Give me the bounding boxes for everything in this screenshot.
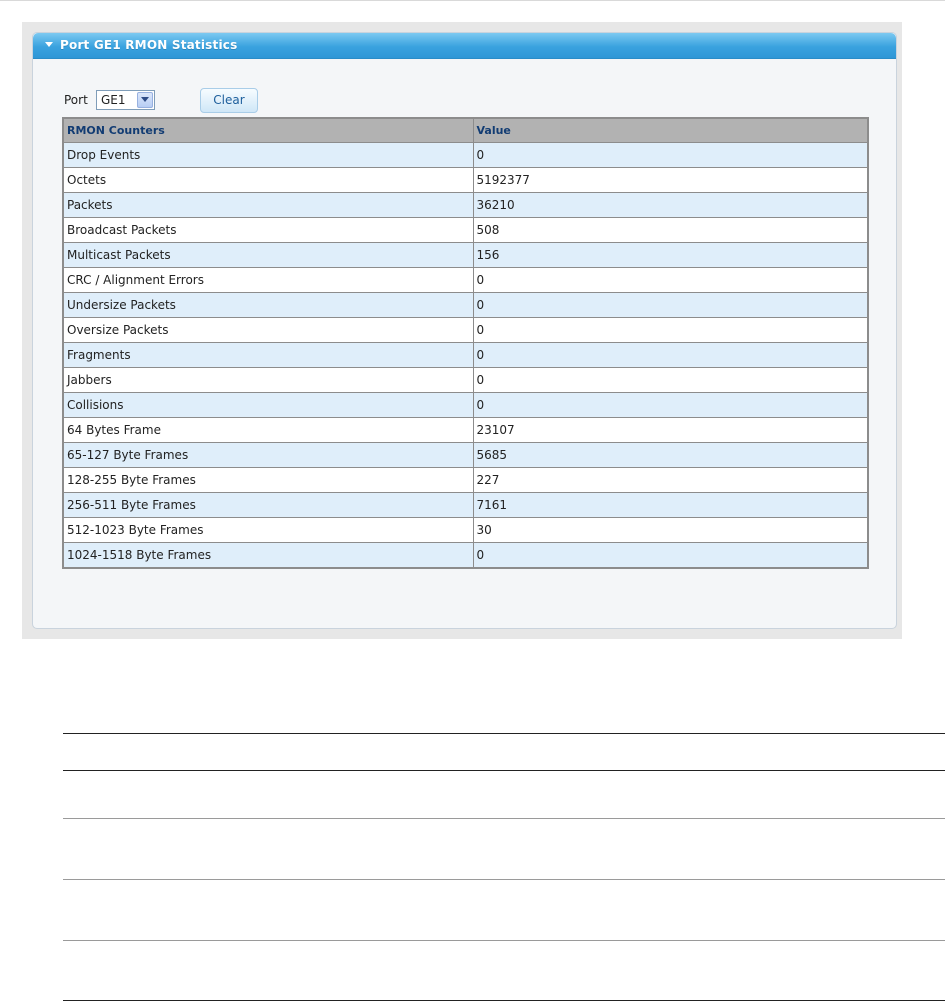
document-table-rule [63, 733, 945, 734]
counter-name: Packets [63, 193, 473, 218]
screenshot-frame [22, 22, 902, 639]
document-table-rule [63, 1000, 945, 1001]
counter-name: 1024-1518 Byte Frames [63, 543, 473, 569]
document-table-rule [63, 818, 945, 819]
counter-value: 0 [473, 543, 868, 569]
port-select[interactable] [96, 90, 155, 110]
document-table-rule [63, 940, 945, 941]
counter-value: 0 [473, 368, 868, 393]
counter-name: 128-255 Byte Frames [63, 468, 473, 493]
column-header-value: Value [473, 118, 868, 143]
counter-name: 256-511 Byte Frames [63, 493, 473, 518]
counter-value: 0 [473, 268, 868, 293]
panel-header[interactable] [33, 33, 896, 59]
counter-value: 36210 [473, 193, 868, 218]
counter-name: Drop Events [63, 143, 473, 168]
counter-value: 227 [473, 468, 868, 493]
column-header-counters: RMON Counters [63, 118, 473, 143]
port-select-value: GE1 [101, 93, 126, 107]
counter-value: 5192377 [473, 168, 868, 193]
counter-name: Collisions [63, 393, 473, 418]
table-row [63, 518, 868, 543]
table-row [63, 243, 868, 268]
counter-name: Octets [63, 168, 473, 193]
table-row [63, 368, 868, 393]
counter-name: 65-127 Byte Frames [63, 443, 473, 468]
table-row [63, 393, 868, 418]
table-row [63, 418, 868, 443]
counter-name: Oversize Packets [63, 318, 473, 343]
counter-name: Multicast Packets [63, 243, 473, 268]
counter-name: CRC / Alignment Errors [63, 268, 473, 293]
port-label: Port [64, 93, 88, 107]
document-table-rule [63, 770, 945, 771]
counter-value: 0 [473, 393, 868, 418]
counter-name: 512-1023 Byte Frames [63, 518, 473, 543]
table-row [63, 218, 868, 243]
table-row [63, 493, 868, 518]
counter-name: Undersize Packets [63, 293, 473, 318]
clear-button[interactable]: Clear [200, 88, 258, 113]
table-header-row [63, 118, 868, 143]
counter-value: 508 [473, 218, 868, 243]
counter-value: 30 [473, 518, 868, 543]
table-row [63, 293, 868, 318]
collapse-triangle-icon[interactable] [45, 42, 53, 47]
rmon-statistics-panel [32, 32, 897, 629]
top-divider [0, 0, 945, 1]
counter-name: Jabbers [63, 368, 473, 393]
table-row [63, 343, 868, 368]
table-row [63, 318, 868, 343]
counter-value: 0 [473, 343, 868, 368]
table-row [63, 193, 868, 218]
counter-value: 0 [473, 293, 868, 318]
select-arrow-button[interactable] [137, 92, 153, 108]
panel-title: Port GE1 RMON Statistics [60, 38, 238, 52]
counter-value: 5685 [473, 443, 868, 468]
counter-name: Fragments [63, 343, 473, 368]
table-row [63, 268, 868, 293]
document-table-rule [63, 879, 945, 880]
rmon-counters-table [62, 117, 869, 569]
table-row [63, 143, 868, 168]
table-row [63, 468, 868, 493]
counter-name: Broadcast Packets [63, 218, 473, 243]
counter-value: 7161 [473, 493, 868, 518]
table-row [63, 543, 868, 569]
chevron-down-icon [141, 97, 149, 102]
table-row [63, 443, 868, 468]
table-row [63, 168, 868, 193]
counter-name: 64 Bytes Frame [63, 418, 473, 443]
counter-value: 23107 [473, 418, 868, 443]
counter-value: 0 [473, 143, 868, 168]
counter-value: 156 [473, 243, 868, 268]
counter-value: 0 [473, 318, 868, 343]
